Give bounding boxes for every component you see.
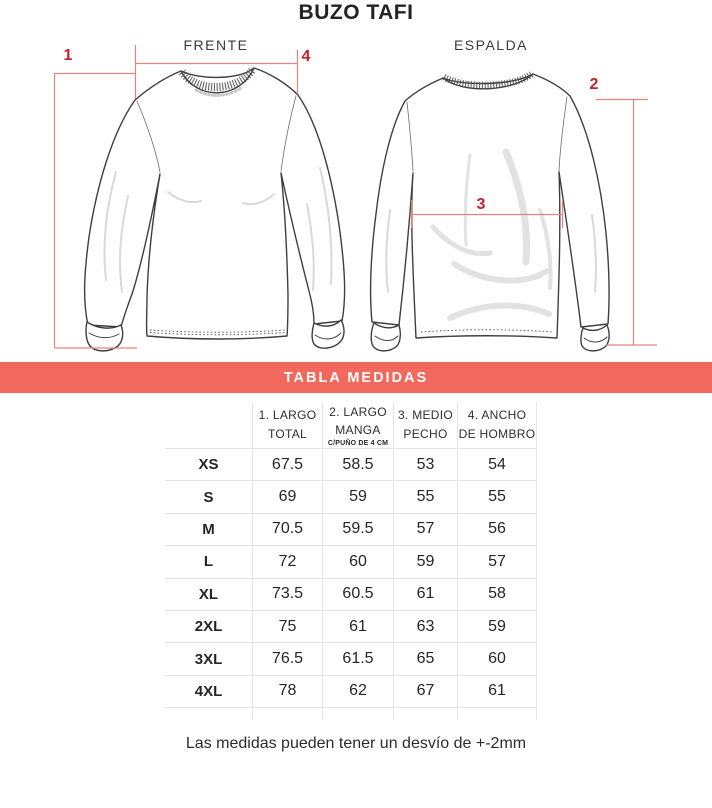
dimension-label-3: 3 — [476, 196, 486, 213]
table-value: 72 — [253, 546, 323, 578]
table-value: 57 — [458, 546, 537, 578]
table-value: 54 — [458, 449, 537, 481]
table-value: 55 — [394, 481, 458, 513]
table-value: 76.5 — [253, 643, 323, 675]
column-header-largo-total: 1. LARGO TOTAL — [253, 402, 323, 449]
table-value: 70.5 — [253, 514, 323, 546]
table-value: 67.5 — [253, 449, 323, 481]
back-view-label: ESPALDA — [453, 37, 529, 53]
table-value: 61 — [394, 579, 458, 611]
table-value: 69 — [253, 481, 323, 513]
table-value: 61.5 — [323, 643, 394, 675]
table-value: 60 — [458, 643, 537, 675]
table-value: 58 — [458, 579, 537, 611]
table-banner-label: TABLA MEDIDAS — [283, 369, 429, 386]
size-column-header — [165, 402, 253, 449]
cuff-note: C/PUÑO DE 4 CM — [327, 439, 389, 447]
column-header-ancho-hombro: 4. ANCHO DE HOMBRO — [458, 402, 537, 449]
table-value: 60 — [323, 546, 394, 578]
tolerance-note: Las medidas pueden tener un desvío de +-2mm — [185, 735, 527, 752]
table-value: 56 — [458, 514, 537, 546]
table-value: 57 — [394, 514, 458, 546]
table-value: 78 — [253, 676, 323, 708]
grid-stub — [394, 708, 458, 720]
size-label: L — [165, 546, 253, 578]
garment-diagram — [0, 0, 712, 362]
table-value: 55 — [458, 481, 537, 513]
table-value: 67 — [394, 676, 458, 708]
size-label: 4XL — [165, 676, 253, 708]
dimension-label-4: 4 — [301, 48, 311, 65]
front-garment-drawing — [85, 68, 345, 351]
table-value: 59 — [323, 481, 394, 513]
front-view-label: FRENTE — [183, 37, 249, 53]
column-header-largo-manga: 2. LARGO MANGA C/PUÑO DE 4 CM — [323, 402, 394, 449]
page-title: BUZO TAFI — [298, 1, 414, 24]
table-value: 63 — [394, 611, 458, 643]
dimension-label-1: 1 — [63, 47, 73, 64]
size-label: XS — [165, 449, 253, 481]
table-value: 61 — [458, 676, 537, 708]
table-value: 61 — [323, 611, 394, 643]
grid-stub — [253, 708, 323, 720]
measurements-table — [165, 402, 537, 720]
table-value: 75 — [253, 611, 323, 643]
grid-stub — [323, 708, 394, 720]
table-banner — [0, 362, 712, 393]
size-label: S — [165, 481, 253, 513]
table-value: 65 — [394, 643, 458, 675]
table-value: 60.5 — [323, 579, 394, 611]
grid-stub — [165, 708, 253, 720]
table-value: 53 — [394, 449, 458, 481]
size-label: XL — [165, 579, 253, 611]
back-garment-drawing — [371, 74, 610, 351]
table-value: 59.5 — [323, 514, 394, 546]
size-label: 2XL — [165, 611, 253, 643]
table-value: 62 — [323, 676, 394, 708]
table-value: 59 — [458, 611, 537, 643]
size-label: M — [165, 514, 253, 546]
column-header-medio-pecho: 3. MEDIO PECHO — [394, 402, 458, 449]
table-value: 73.5 — [253, 579, 323, 611]
dimension-label-2: 2 — [589, 76, 599, 93]
grid-stub — [458, 708, 537, 720]
table-value: 59 — [394, 546, 458, 578]
table-value: 58.5 — [323, 449, 394, 481]
size-label: 3XL — [165, 643, 253, 675]
